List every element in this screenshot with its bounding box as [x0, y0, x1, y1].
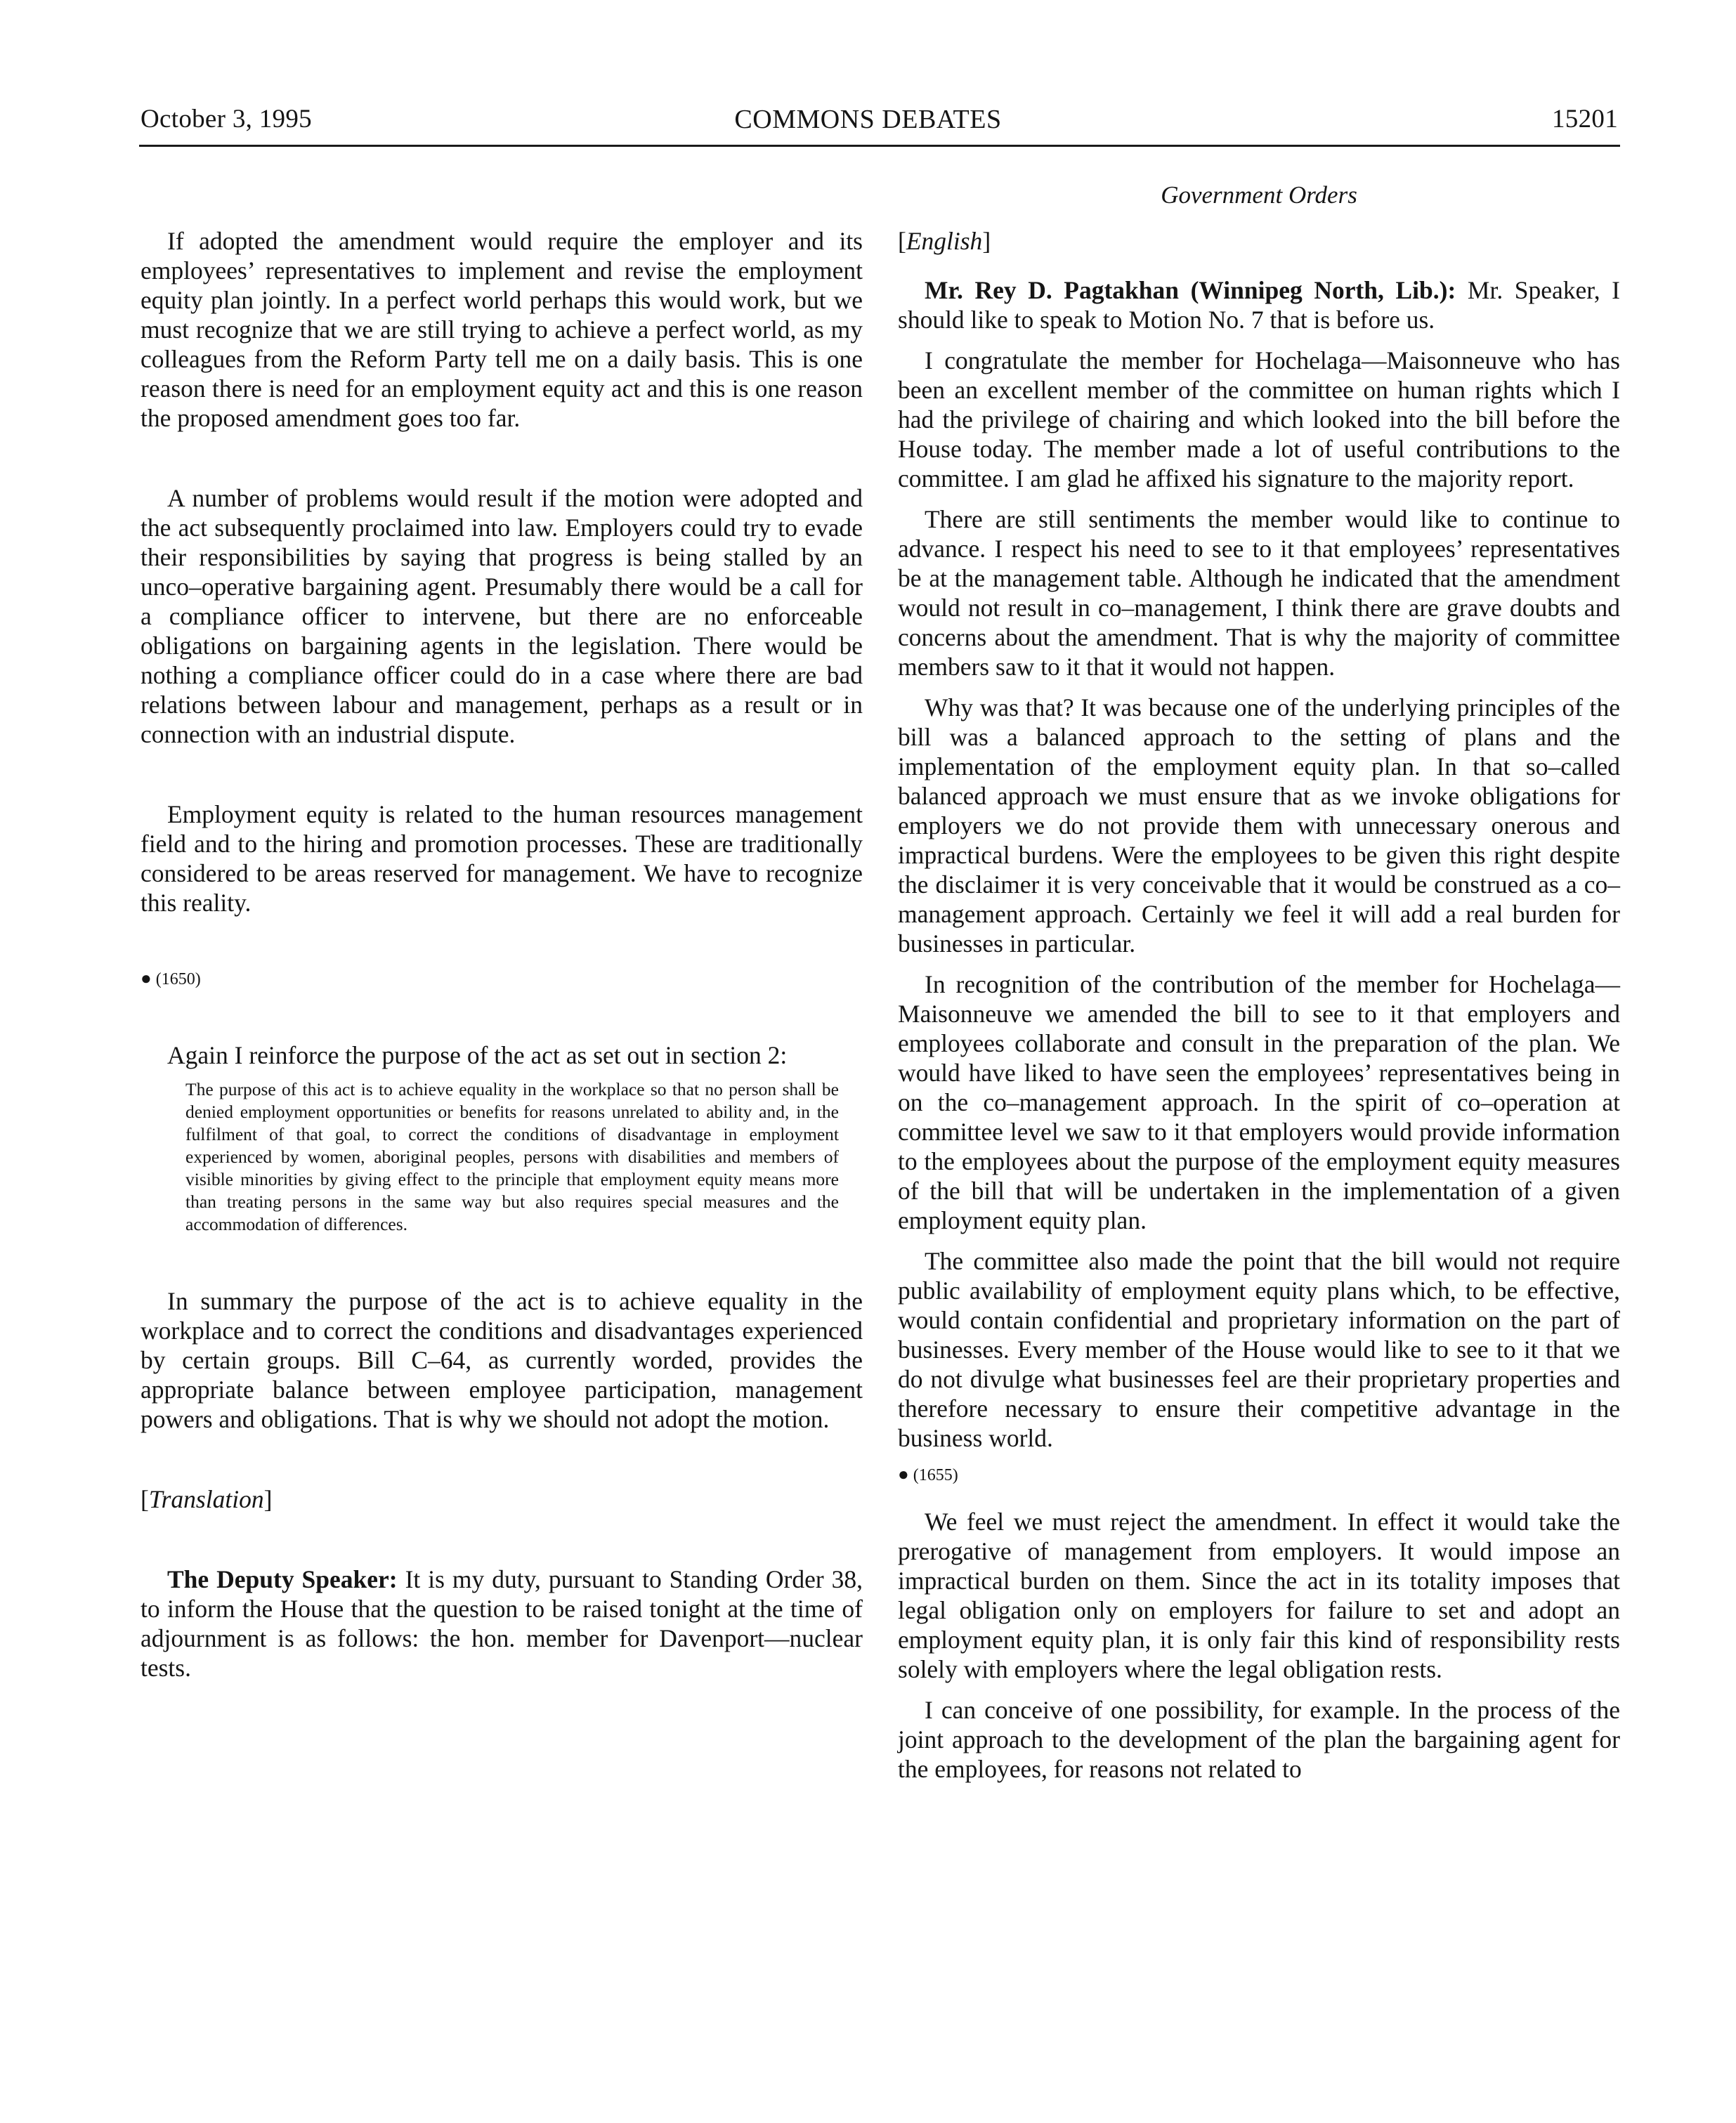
right-paragraph-1: I congratulate the member for Hochelaga—Maisonneuve who has been an excellent member of the committee on human rights which I had the privilege of chairing and which looked into the bill before the House today. The member made a lot of useful contributions to the committee. I am glad he affixed his signature to the majority report.: [898, 346, 1620, 492]
left-column: [141, 226, 863, 1683]
header-rule: [139, 145, 1620, 147]
timestamp-1655: [898, 1464, 1620, 1486]
left-paragraph-1: If adopted the amendment would require the employer and its employees’ representatives to implement and revise the employment equity plan jointly. In a perfect world perhaps this would work, but we must recognize that we are still trying to achieve a perfect world, as my colleagues from the Reform Party tell me on a daily basis. This is one reason there is need for an employment equity act and this is one reason the proposed amendment goes too far.: [141, 227, 863, 432]
deputy-speaker-paragraph: [141, 1565, 863, 1683]
statute-quote: The purpose of this act is to achieve equality in the workplace so that no person shall be denied employment opportunities or benefits for reasons unrelated to ability and, in the fulfilment of that goal, to correct the conditions of disadvantage in employment experienced by women, aboriginal peoples, persons with disabilities and members of visible minorities by giving effect to the principle that employment equity means more than treating persons in the same way but also requires special measures and the accommodation of differences.: [185, 1079, 839, 1234]
header-date: October 3, 1995: [141, 105, 312, 133]
translation-marker-text: Translation: [148, 1485, 264, 1513]
speaker-name-pagtakhan: Mr. Rey D. Pagtakhan (Winnipeg North, Lib.):: [925, 276, 1456, 304]
timestamp-text: (1650): [155, 970, 201, 988]
header-publication: COMMONS DEBATES: [734, 105, 1002, 134]
bullet-icon: ●: [141, 968, 152, 988]
speaker-name-deputy: The Deputy Speaker:: [167, 1565, 398, 1593]
right-paragraph-6: We feel we must reject the amendment. In effect it would take the prerogative of management from employers. It would impose an impractical burden on them. Since the act in its totality imposes that legal obligation only on employers for failure to set and adopt an employment equity plan, it is only fair this kind of responsibility rests solely with employers where the legal obligation rests.: [898, 1508, 1620, 1683]
bullet-icon: ●: [898, 1464, 909, 1484]
language-marker-text: English: [906, 227, 983, 255]
left-paragraph-4: Again I reinforce the purpose of the act as set out in section 2:: [167, 1041, 788, 1069]
timestamp-1650: [141, 968, 863, 990]
left-paragraph-3: Employment equity is related to the human resources management field and to the hiring and promotion processes. These are traditionally considered to be areas reserved for management. We have to recognize this reality.: [141, 800, 863, 917]
right-paragraph-4: In recognition of the contribution of the member for Hochelaga—Maisonneuve we amended the bill to see to it that employers and employees collaborate and consult in the preparation of the plan. We would have liked to have seen the employees’ representatives being in on the co–management approach. In the spirit of co–operation at committee level we saw to it that employers would provide information to the employees about the purpose of the employment equity measures of the bill that will be undertaken in the implementation of a given employment equity plan.: [898, 970, 1620, 1234]
right-column: [898, 226, 1620, 1784]
pagtakhan-intro-text: Mr. Speaker, I should like to speak to Motion No. 7 that is before us.: [898, 276, 1620, 334]
timestamp-text: (1655): [913, 1466, 958, 1484]
pagtakhan-intro: [898, 275, 1620, 334]
right-paragraph-2: There are still sentiments the member would like to continue to advance. I respect his need to see to it that employees’ representatives be at the management table. Although he indicated that the amendment would not result in co–management, I think there are grave doubts and concerns about the amendment. That is why the majority of committee members saw to it that it would not happen.: [898, 505, 1620, 681]
section-label: Government Orders: [1161, 181, 1357, 209]
left-paragraph-2: A number of problems would result if the motion were adopted and the act subsequently proclaimed into law. Employers could try to evade their responsibilities by saying that progress is being stalled by an unco–operative bargaining agent. Presumably there would be a call for a compliance officer to intervene, but there are no enforceable obligations on bargaining agents in the legislation. There would be nothing a compliance officer could do in a case where there are bad relations between labour and management, perhaps as a result or in connection with an industrial dispute.: [141, 484, 863, 748]
right-paragraph-7: I can conceive of one possibility, for example. In the process of the joint approach to the development of the plan the bargaining agent for the employees, for reasons not related to: [898, 1696, 1620, 1783]
deputy-speaker-text: It is my duty, pursuant to Standing Order 38, to inform the House that the question to be raised tonight at the time of adjournment is as follows: the hon. member for Davenport—nuclear tests.: [141, 1565, 863, 1682]
language-marker: [English]: [898, 227, 991, 255]
right-paragraph-3: Why was that? It was because one of the underlying principles of the bill was a balanced approach to the setting of plans and the implementation of the employment equity plan. In that so–called balanced approach we must ensure that as we invoke obligations for employers we do not provide them with unnecessary onerous and impractical burdens. Were the employees to be given this right despite the disclaimer it is very conceivable that it would be construed as a co–management approach. Certainly we feel it will add a real burden for businesses in particular.: [898, 693, 1620, 958]
translation-marker: [Translation]: [141, 1485, 273, 1513]
left-paragraph-5: In summary the purpose of the act is to achieve equality in the workplace and to correct the conditions and disadvantages experienced by certain groups. Bill C–64, as currently worded, provides the appropriate balance between employee participation, management powers and obligations. That is why we should not adopt the motion.: [141, 1287, 863, 1433]
header-page-number: 15201: [1552, 105, 1618, 133]
right-paragraph-5: The committee also made the point that the bill would not require public availability of employment equity plans which, to be effective, would contain confidential and proprietary information on the part of businesses. Every member of the House would like to see to it that we do not divulge what businesses feel are their proprietary properties and therefore necessary to ensure their competitive advantage in the business world.: [898, 1247, 1620, 1452]
